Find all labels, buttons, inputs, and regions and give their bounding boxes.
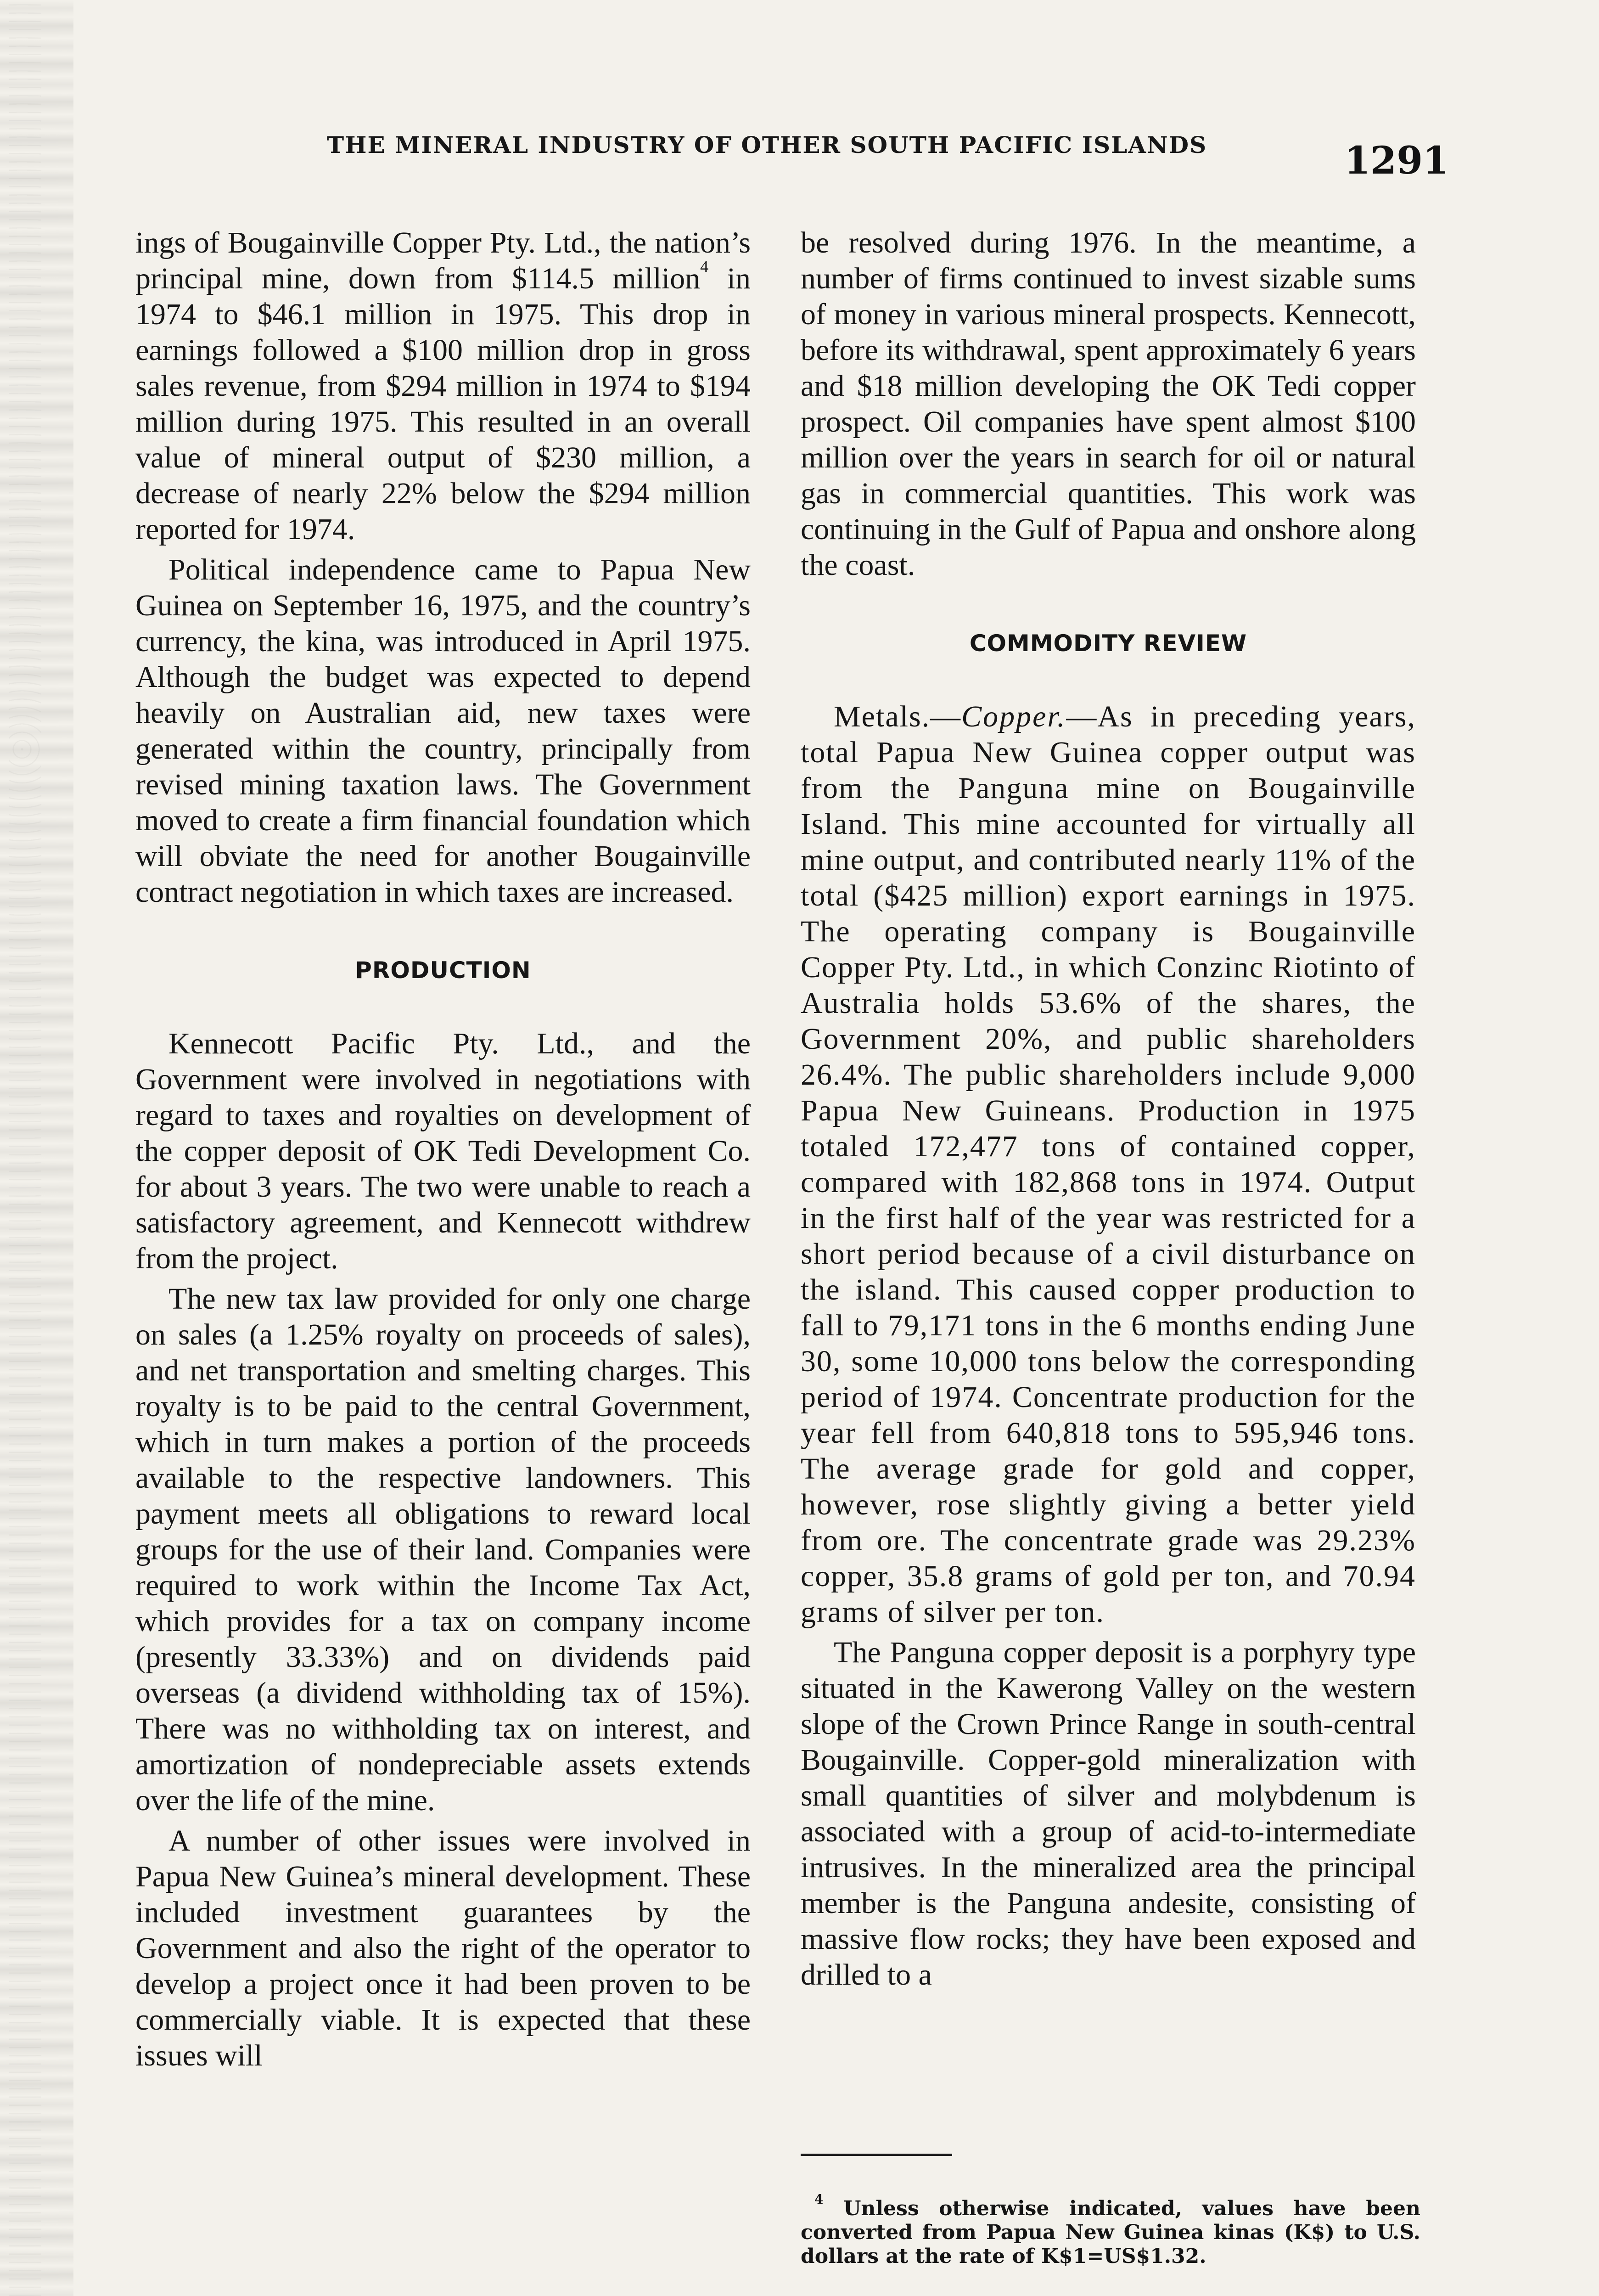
page-number: 1291	[1344, 139, 1449, 183]
section-heading-production: PRODUCTION	[355, 957, 531, 984]
paragraph-panguna-deposit: The Panguna copper deposit is a porphyry type situated in the Kawerong Valley on the western slope of the Crown Prince Range in south-central Bougainville. Copper-gold mineralization with small quantities of silver and molybdenum is associated with a group of acid-to-intermediate intrusives. In the mineralized area the principal member is the Panguna andesite, consisting of massive flow rocks; they have been exposed and drilled to a	[801, 1636, 1416, 1992]
footnote-divider	[801, 2154, 952, 2156]
footnote-text: Unless otherwise indicated, values have been converted from Papua New Guinea kinas (K$) to U.S. dollars at the rate of K$1=US$1.32.	[801, 2197, 1420, 2268]
running-header-title: THE MINERAL INDUSTRY OF OTHER SOUTH PACIFIC ISLANDS	[327, 131, 1207, 158]
paragraph-other-issues: A number of other issues were involved in Papua New Guinea’s mineral development. These included investment guarantees by the Government and also the right of the operator to develop a project once it had been proven to be commercially viable. It is expected that these issues will	[135, 1824, 751, 2072]
left-text-column	[135, 225, 751, 2074]
paragraph-independence: Political independence came to Papua New Guinea on September 16, 1975, and the country’s currency, the kina, was introduced in April 1975. Although the budget was expected to depend heavily on Australian aid, new taxes were generated within the country, principally from revised mining taxation laws. The Government moved to create a firm financial foundation which will obviate the need for another Bougainville contract negotiation in which taxes are increased.	[135, 553, 751, 909]
footnote	[801, 2192, 1420, 2268]
scanned-binding-edge	[0, 0, 73, 2296]
right-text-column	[801, 225, 1416, 1993]
paragraph-tax-law: The new tax law provided for only one charge on sales (a 1.25% royalty on proceeds of sales), and net transportation and smelting charges. This royalty is to be paid to the central Government, which in turn makes a portion of the proceeds available to the respective landowners. This payment meets all obligations to reward local groups for the use of their land. Companies were required to work within the Income Tax Act, which provides for a tax on company income (presently 33.33%) and on dividends paid overseas (a dividend withholding tax of 15%). There was no withholding tax on interest, and amortization of nondepreciable assets extends over the life of the mine.	[135, 1282, 751, 1817]
paragraph-kennecott: Kennecott Pacific Pty. Ltd., and the Government were involved in negotiations with regard to taxes and royalties on development of the copper deposit of OK Tedi Development Co. for about 3 years. The two were unable to reach a satisfactory agreement, and Kennecott withdrew from the project.	[135, 1027, 751, 1275]
copper-run-in-label: Copper.	[961, 700, 1066, 733]
paragraph-earnings-start: ings of Bougainville Copper Pty. Ltd., the nation’s principal mine, down from $114.5 million	[135, 226, 751, 295]
paragraph-earnings-rest: in 1974 to $46.1 million in 1975. This drop in earnings followed a $100 million drop in gross sales revenue, from $294 million in 1974 to $194 million during 1975. This resulted in an overall value of mineral output of $230 million, a decrease of nearly 22% below the $294 million reported for 1974.	[135, 262, 751, 546]
metals-run-in-label: Metals.—	[834, 700, 962, 733]
section-heading-commodity-review: COMMODITY REVIEW	[969, 630, 1247, 657]
copper-paragraph-text: —As in preceding years, total Papua New Guinea copper output was from the Panguna mine on Bougainville Island. This mine accounted for virtually all mine output, and contributed nearly 11% of the total ($425 million) export earnings in 1975. The operating company is Bougainville Copper Pty. Ltd., in which Conzinc Riotinto of Australia holds 53.6% of the shares, the Government 20%, and public shareholders 26.4%. The public shareholders include 9,000 Papua New Guineans. Production in 1975 totaled 172,477 tons of contained copper, compared with 182,868 tons in 1974. Output in the first half of the year was restricted for a short period because of a civil disturbance on the island. This caused copper production to fall to 79,171 tons in the 6 months ending June 30, some 10,000 tons below the corresponding period of 1974. Concentrate production for the year fell from 640,818 tons to 595,946 tons. The average grade for gold and copper, however, rose slightly giving a better yield from ore. The concentrate grade was 29.23% copper, 35.8 grams of gold per ton, and 70.94 grams of silver per ton.	[801, 700, 1416, 1629]
paragraph-earnings	[135, 225, 751, 547]
paragraph-resolved-1976: be resolved during 1976. In the meantime, a number of firms continued to invest sizable sums of money in various mineral prospects. Kennecott, before its withdrawal, spent approximately 6 years and $18 million developing the OK Tedi copper prospect. Oil companies have spent almost $100 million over the years in search for oil or natural gas in commercial quantities. This work was continuing in the Gulf of Papua and onshore along the coast.	[801, 226, 1416, 582]
footnote-marker: 4	[814, 2192, 824, 2207]
footnote-reference: 4	[700, 257, 709, 276]
paragraph-copper-production	[801, 699, 1416, 1630]
